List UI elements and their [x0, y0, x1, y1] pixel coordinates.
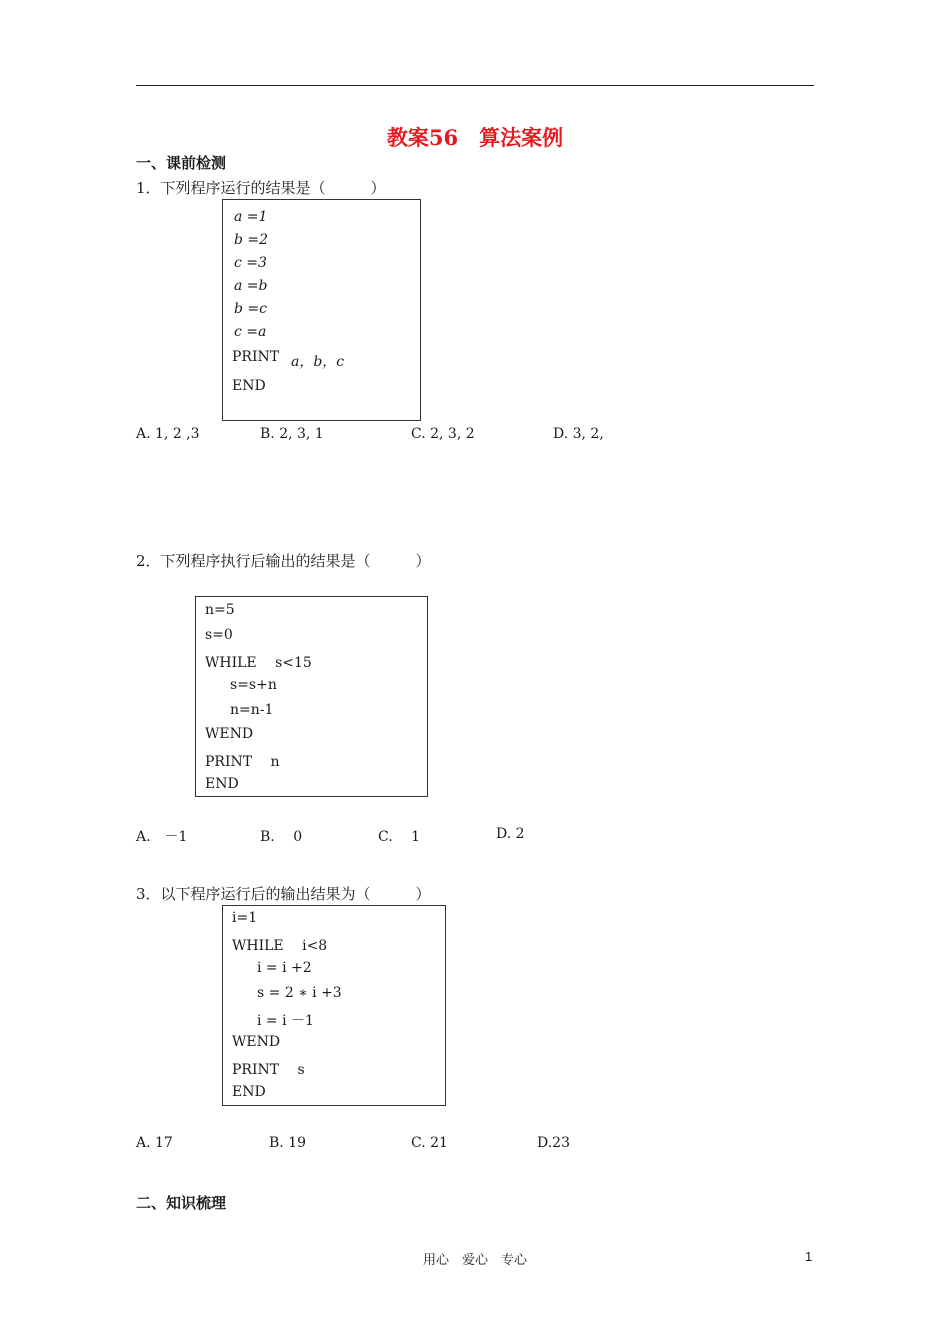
code-line: a =b — [234, 278, 268, 294]
option-b: B. 0 — [260, 829, 303, 845]
option-d: D.23 — [537, 1135, 570, 1151]
code-line: WEND — [205, 726, 254, 742]
section-heading-knowledge: 二、知识梳理 — [136, 1194, 227, 1212]
option-d: D. 2 — [496, 826, 525, 842]
code-line-print: PRINT — [232, 349, 280, 365]
code-line: n=n-1 — [230, 702, 274, 718]
code-line: a =1 — [234, 209, 268, 225]
code-line-print-args: a，b，c — [291, 354, 345, 370]
page-number: 1 — [805, 1249, 813, 1264]
code-line: PRINT s — [232, 1062, 305, 1078]
code-line: END — [232, 1084, 266, 1100]
code-line: END — [205, 776, 239, 792]
option-c: C. 1 — [378, 829, 421, 845]
option-b: B. 2, 3, 1 — [260, 426, 324, 442]
code-line: WHILE i<8 — [232, 938, 328, 954]
question-1-stem: 1．下列程序运行的结果是（ ） — [136, 179, 386, 197]
code-line: PRINT n — [205, 754, 280, 770]
option-a: A. 1, 2 ,3 — [136, 426, 200, 442]
question-2-code-box — [195, 596, 428, 797]
section-heading-pre-test: 一、课前检测 — [136, 154, 227, 172]
code-line-end: END — [232, 378, 266, 394]
option-c: C. 2, 3, 2 — [411, 426, 475, 442]
lesson-title: 教案56 算法案例 — [386, 125, 564, 150]
code-line: c =3 — [234, 255, 267, 271]
question-1-code-box — [222, 199, 421, 421]
code-line: n=5 — [205, 602, 235, 618]
code-line: s=s+n — [230, 677, 277, 693]
question-2-stem: 2．下列程序执行后输出的结果是（ ） — [136, 552, 431, 570]
code-line: WEND — [232, 1034, 281, 1050]
code-line: s=0 — [205, 627, 233, 643]
code-line: WHILE s<15 — [205, 655, 312, 671]
option-a: A. 17 — [136, 1135, 173, 1151]
question-3-code-box — [222, 905, 446, 1106]
option-c: C. 21 — [411, 1135, 448, 1151]
question-2-options — [136, 826, 525, 846]
header-rule — [136, 85, 814, 86]
question-3-stem: 3．以下程序运行后的输出结果为（ ） — [136, 885, 431, 903]
question-3-options — [136, 1135, 570, 1155]
option-a: A. －1 — [136, 829, 188, 845]
code-line: i = i +2 — [257, 960, 312, 976]
code-line: i = i －1 — [257, 1013, 314, 1029]
option-b: B. 19 — [269, 1135, 307, 1151]
code-line: s = 2 ∗ i +3 — [257, 985, 342, 1001]
option-d: D. 3, 2, — [553, 426, 604, 442]
footer-slogan: 用心 爱心 专心 — [422, 1253, 527, 1268]
code-line: b =c — [234, 301, 267, 317]
code-line: i=1 — [232, 910, 258, 926]
code-line: c =a — [234, 324, 267, 340]
question-1-options — [136, 426, 604, 446]
code-line: b =2 — [234, 232, 269, 248]
